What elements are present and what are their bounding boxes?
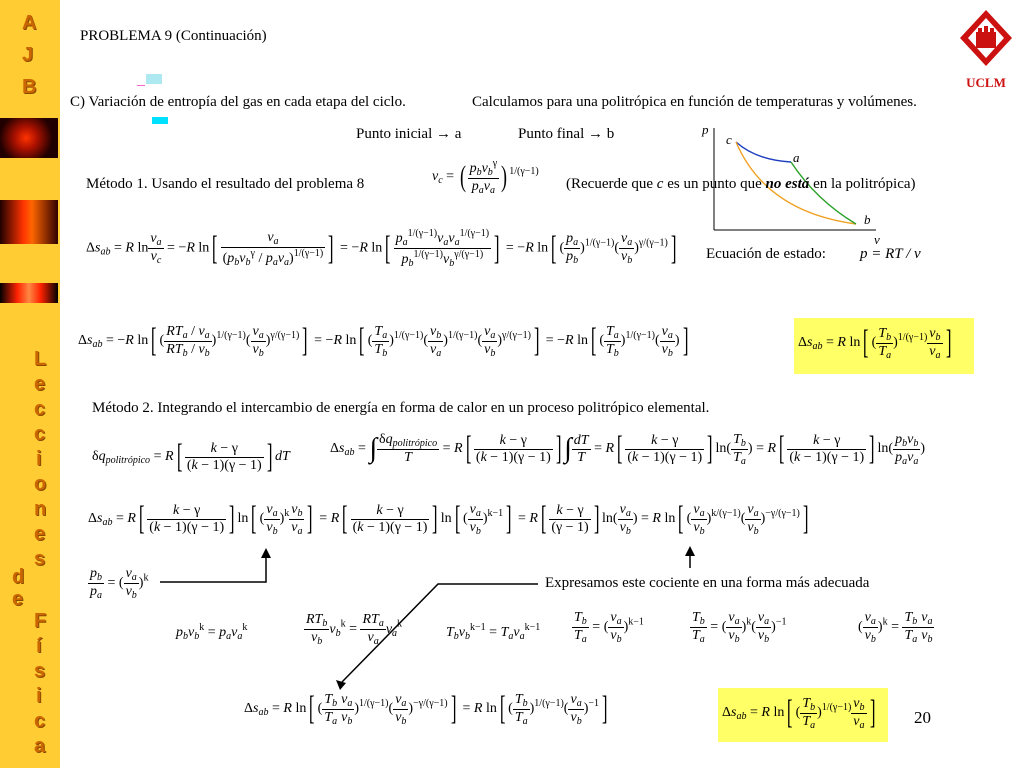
formula-result-1: $\Delta s_{ab} = R$ ln[ ( $\frac{T_b}{T_a}$ )$^{1/(\gamma-1)}$ $\frac{v_b}{v_a}$ ]	[798, 324, 952, 361]
sidebar-letter: e	[34, 523, 46, 545]
sidebar-letter: e	[34, 373, 46, 395]
formula-rt-v: $\frac{RT_b}{v_b}$ $v_b^k$ = $\frac{RT_a}{v_a}$ $v_a^k$	[306, 612, 403, 647]
metodo1-label: Método 1. Usando el resultado del problema 8	[86, 176, 365, 192]
sidebar-letter: c	[34, 423, 46, 445]
formula-ds-m1-b: $\Delta s_{ab} = -R$ ln[ ( $\frac{RT_a / v_a}{RT_b / v_b}$ )$^{1/(\gamma-1)}$( $\frac{v_a}{v_b}$ )$^{\gamma/(\gamma-1)}$] = −R ln[ ( $\frac{T_a}{T_b}$ )$^{1/(\gamma-1)}$( $\frac{v_b}{v_a}$ )$^{1/(\gamma-1)}$( $\frac{v_a}{v_b}$ )$^{\gamma/(\gamma-1)}$] = −R ln[ ( $\frac{T_a}{T_b}$ )$^{1/(\gamma-1)}$( $\frac{v_a}{v_b}$ )]	[78, 322, 689, 359]
formula-ds-m1-a: $\Delta s_{ab} = R$ ln $\frac{v_a}{v_c}$ = −R ln[ $\frac{v_a}{(p_bv_b^\gamma / p_av_a)^{1/(\gamma-1)}}$ ] = −R ln[ $\frac{p_a^{1/(\gamma-1)}v_av_a^{1/(\gamma-1)}}{p_b^{1/(\gamma-1)}v_b^{\gamma/(\gamma-1)}}$ ] = −R ln[ ( $\frac{p_a}{p_b}$ )$^{1/(\gamma-1)}$( $\frac{v_a}{v_b}$ )$^{\gamma/(\gamma-1)}$]	[86, 228, 677, 269]
sidebar-letter: c	[34, 398, 46, 420]
sidebar-letter: o	[34, 473, 47, 495]
formula-va-vb-k: ( $\frac{v_a}{v_b}$ )$^k$ = $\frac{T_b}{T_a}$ $\frac{v_a}{v_b}$	[858, 610, 933, 645]
sidebar-letter: n	[34, 498, 47, 520]
pv-point-a: a	[793, 150, 800, 165]
punto-final: Punto final → b	[518, 126, 615, 142]
ecuacion-estado: p = RT / v	[860, 246, 921, 262]
sidebar-letter: s	[34, 548, 46, 570]
formula-vc: $v_c$ = ( $\frac{p_bv_b^\gamma}{p_av_a}$ ) $^{1/(\gamma-1)}$	[432, 158, 539, 196]
sidebar-letter: i	[36, 448, 42, 470]
formula-pb-pa: $\frac{p_b}{p_a}$ = ( $\frac{v_a}{v_b}$ )$^k$	[90, 566, 149, 601]
recuerde-note: (Recuerde que c es un punto que no está en la politrópica)	[566, 176, 916, 192]
sidebar-letter: L	[34, 348, 47, 370]
sidebar-letter: a	[34, 735, 46, 757]
pv-axis-p: p	[702, 122, 709, 137]
formula-tv: $T_bv_b^{k-1} = T_av_a^{k-1}$	[446, 622, 541, 642]
page-title: PROBLEMA 9 (Continuación)	[80, 28, 267, 44]
sidebar-letter: c	[34, 710, 46, 732]
sidebar-letter: A	[22, 12, 37, 34]
sidebar-letter: s	[34, 660, 46, 682]
sidebar-letter: e	[12, 588, 24, 610]
formula-tb-ta: $\frac{T_b}{T_a}$ = ( $\frac{v_a}{v_b}$ )$^{k-1}$	[574, 610, 644, 645]
uclm-logo-text: UCLM	[966, 75, 1006, 90]
sidebar-letter: B	[22, 76, 37, 98]
sidebar-letter: F	[34, 610, 47, 632]
sidebar-letter: J	[22, 44, 34, 66]
pv-point-b: b	[864, 212, 871, 227]
metodo2-label: Método 2. Integrando el intercambio de energía en forma de calor en un proceso politrópico elemental.	[92, 400, 710, 416]
pv-axis-v: v	[874, 232, 880, 247]
sidebar-letter: í	[36, 635, 42, 657]
page-number: 20	[914, 708, 931, 727]
formula-dq: $\delta q_{politrópico} = R$[ $\frac{k - \gamma}{(k - 1)(\gamma - 1)}$ ] dT	[92, 438, 290, 475]
formula-ds-final: $\Delta s_{ab} = R$ ln[ ( $\frac{T_b}{T_a}$ $\frac{v_a}{v_b}$ )$^{1/(\gamma-1)}$( $\frac{v_a}{v_b}$ )$^{-\gamma/(\gamma-1)}$] = R ln[ ( $\frac{T_b}{T_a}$ )$^{1/(\gamma-1)}$( $\frac{v_a}{v_b}$ )$^{-1}$]	[244, 690, 608, 727]
formula-pv-k: $p_bv_b^k = p_av_a^k$	[176, 622, 248, 642]
section-c-heading: C) Variación de entropía del gas en cada etapa del ciclo.	[70, 94, 406, 110]
sidebar-letter: d	[12, 566, 25, 588]
formula-ds-integral: $\Delta s_{ab}$ = ∫ $\frac{\delta q_{politrópico}}{T}$ = R[ $\frac{k - \gamma}{(k - 1)(\gamma - 1)}$ ] ∫ $\frac{dT}{T}$ = R[ $\frac{k - \gamma}{(k - 1)(\gamma - 1)}$ ] ln( $\frac{T_b}{T_a}$ ) = R[ $\frac{k - \gamma}{(k - 1)(\gamma - 1)}$ ] ln( $\frac{p_bv_b}{p_av_a}$ )	[330, 430, 925, 467]
punto-inicial: Punto inicial → a	[356, 126, 462, 142]
ecuacion-estado-label: Ecuación de estado:	[706, 246, 826, 262]
formula-ds-m2: $\Delta s_{ab} = R$[ $\frac{k - \gamma}{(k - 1)(\gamma - 1)}$ ] ln[ ( $\frac{v_a}{v_b}$ )$^k$ $\frac{v_b}{v_a}$ ] = R[ $\frac{k - \gamma}{(k - 1)(\gamma - 1)}$ ] ln[ ( $\frac{v_a}{v_b}$ )$^{k-1}$] = R[ $\frac{k - \gamma}{(\gamma - 1)}$ ] ln( $\frac{v_a}{v_b}$ ) = R ln[ ( $\frac{v_a}{v_b}$ )$^{k/(\gamma-1)}$( $\frac{v_a}{v_b}$ )$^{-\gamma/(\gamma-1)}$]	[88, 500, 809, 537]
section-c-subheading: Calculamos para una politrópica en función de temperaturas y volúmenes.	[472, 94, 917, 110]
sidebar-letter: i	[36, 685, 42, 707]
formula-result-2: $\Delta s_{ab} = R$ ln[ ( $\frac{T_b}{T_a}$ )$^{1/(\gamma-1)}$ $\frac{v_b}{v_a}$ ]	[722, 694, 876, 731]
formula-tb-ta-2: $\frac{T_b}{T_a}$ = ( $\frac{v_a}{v_b}$ )$^k$( $\frac{v_a}{v_b}$ )$^{-1}$	[692, 610, 787, 645]
pv-point-c: c	[726, 132, 732, 147]
expresamos-note: Expresamos este cociente en una forma más adecuada	[545, 575, 870, 591]
